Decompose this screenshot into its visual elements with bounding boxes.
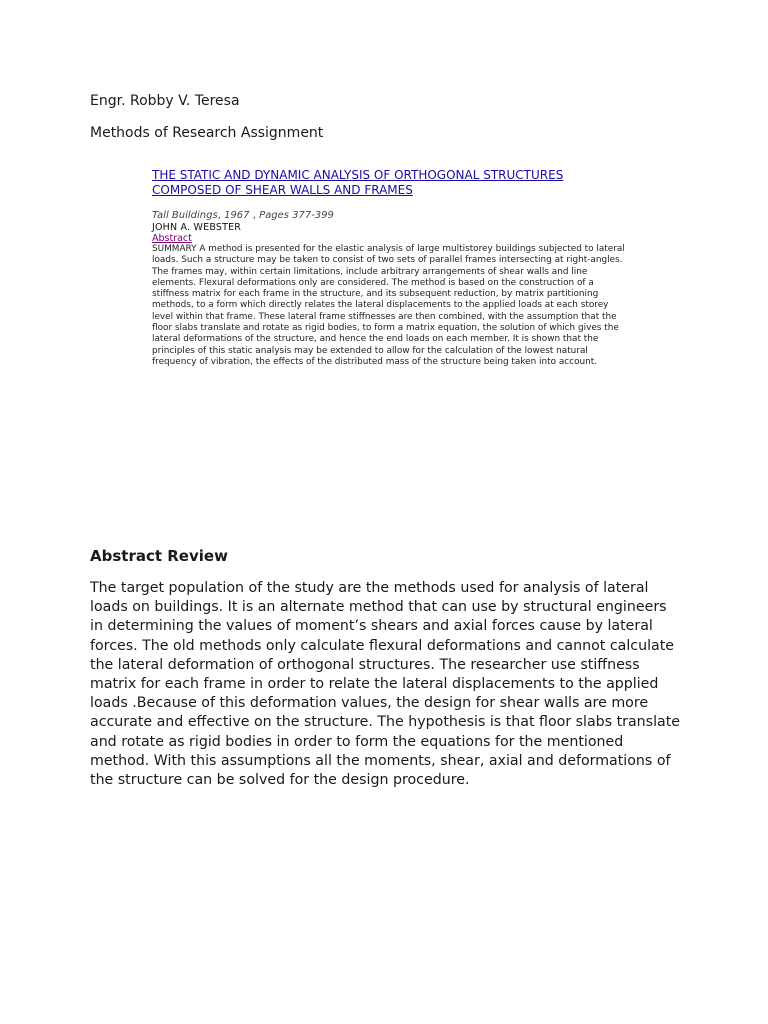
journal-name: Tall Buildings [152, 210, 218, 221]
review-body: The target population of the study are the methods used for analysis of lateral loads on buildings. It is an alternate method that can use by structural engineers in determining the values of moment’s shears and axial forces cause by lateral forces. The old methods only calculate flexural deformations and cannot calculate the lateral deformation of orthogonal structures. The researcher use stiffness matrix for each frame in order to relate the lateral displacements to the applied loads .Because of this deformation values, the design for shear walls are more accurate and effective on the structure. The hypothesis is that floor slabs translate and rotate as rigid bodies in order to form the equations for the mentioned method. With this assumptions all the moments, shear, axial and deformations of the structure can be solved for the design procedure. [90, 580, 680, 789]
abstract-link[interactable]: Abstract [152, 233, 192, 244]
article-excerpt [152, 168, 626, 368]
article-author: JOHN A. WEBSTER [152, 222, 242, 233]
review-heading: Abstract Review [90, 547, 228, 565]
assignment-title: Methods of Research Assignment [90, 125, 324, 141]
page-range: Pages 377-399 [259, 210, 334, 221]
article-citation: Tall Buildings, 1967 , Pages 377-399 [152, 210, 334, 221]
publication-year: 1967 [224, 210, 250, 221]
document-author: Engr. Robby V. Teresa [90, 93, 240, 109]
article-summary: SUMMARY A method is presented for the elastic analysis of large multistorey buildings subjected to lateral loads. Such a structure may be taken to consist of two sets of parallel frames intersecting at right-angles. The frames may, within certain limitations, include arbitrary arrangements of shear walls and line elements. Flexural deformations only are considered. The method is based on the construction of a stiffness matrix for each frame in the structure, and its subsequent reduction, by matrix partitioning methods, to a form which directly relates the lateral displacements to the applied loads at each storey level within that frame. These lateral frame stiffnesses are then combined, with the assumption that the floor slabs translate and rotate as rigid bodies, to form a matrix equation, the solution of which gives the lateral deformations of the structure, and hence the end loads on each member. It is shown that the principles of this static analysis may be extended to allow for the calculation of the lowest natural frequency of vibration, the effects of the distributed mass of the structure being taken into account. [152, 244, 625, 367]
article-title-link[interactable]: THE STATIC AND DYNAMIC ANALYSIS OF ORTHOGONAL STRUCTURES COMPOSED OF SHEAR WALLS AND FRAMES [152, 168, 564, 197]
